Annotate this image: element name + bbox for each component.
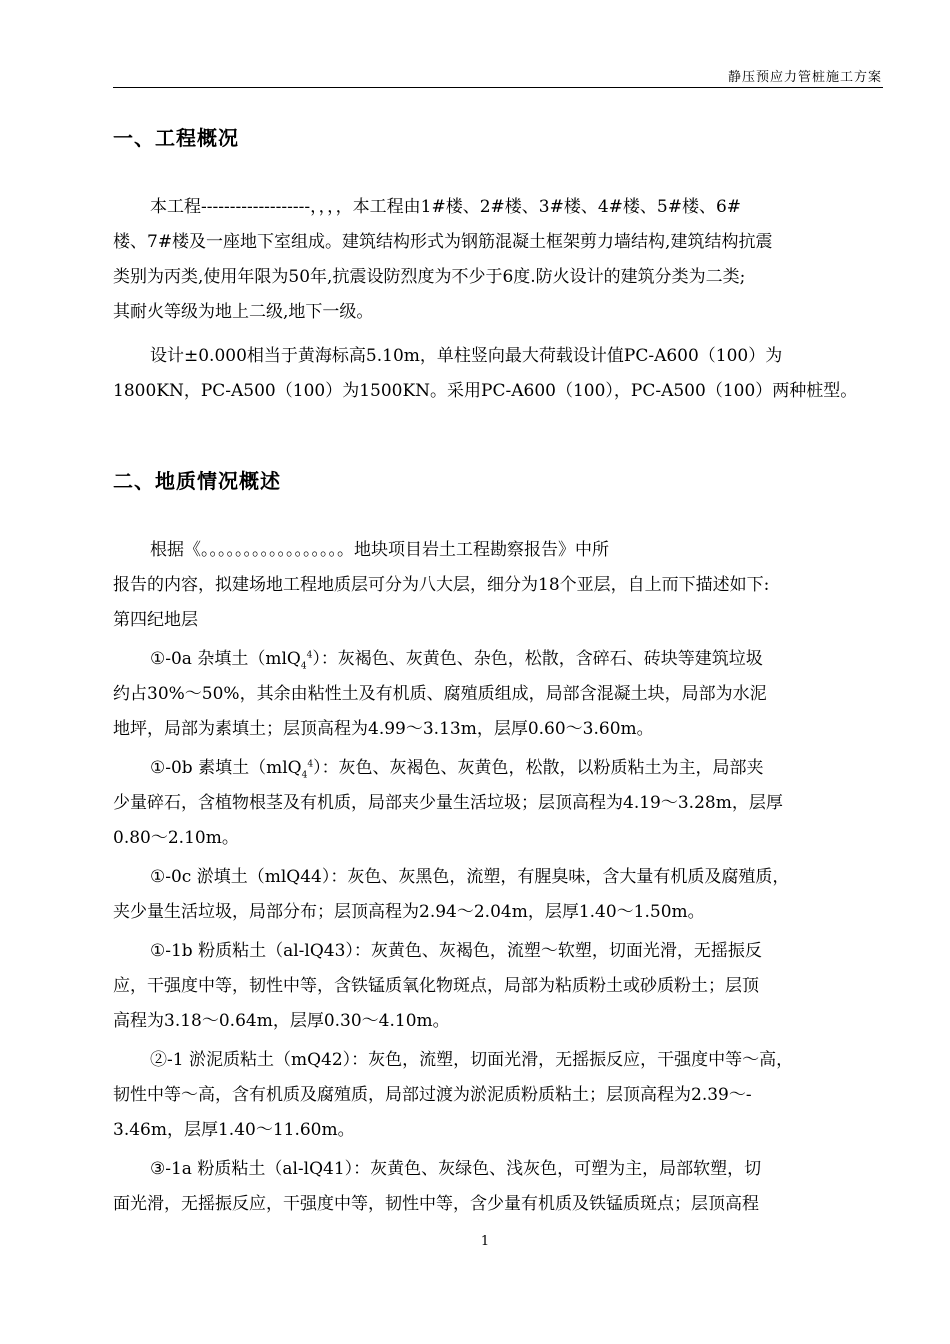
layer-0a-superscript: 4: [306, 650, 313, 661]
close-paren: ）: [312, 649, 321, 669]
layer-0a-desc: ：灰褐色、灰黄色、杂色，松散，含碎石、砖块等建筑垃圾: [320, 649, 763, 669]
paragraph-line: 报告的内容，拟建场地工程地质层可分为八大层，细分为18个亚层，自上而下描述如下:: [113, 575, 770, 595]
paragraph-line: 应，干强度中等，韧性中等，含铁锰质氧化物斑点，局部为粘质粉土或砂质粉土；层顶: [113, 976, 759, 996]
paragraph-line: 1800KN，PC-A500（100）为1500KN。采用PC-A600（100），PC-A500（100）两种桩型。: [113, 381, 858, 401]
paragraph-line: ③-1a 粉质粘土（al-lQ41）：灰黄色、灰绿色、浅灰色，可塑为主，局部软塑，切: [150, 1159, 762, 1179]
section-heading-geology: 二、地质情况概述: [113, 469, 281, 493]
paragraph-line: 楼、7#楼及一座地下室组成。建筑结构形式为钢筋混凝土框架剪力墙结构,建筑结构抗震: [113, 232, 773, 252]
paragraph-line: 少量碎石，含植物根茎及有机质，局部夹少量生活垃圾；层顶高程为4.19～3.28m，层厚: [113, 793, 783, 813]
layer-0b-desc: ：灰色、灰褐色、灰黄色，松散，以粉质粘土为主，局部夹: [321, 758, 764, 778]
layer-0b-subscript: 4: [301, 770, 308, 781]
paragraph-line: 地坪，局部为素填土；层顶高程为4.99～3.13m，层厚0.60～3.60m。: [113, 719, 654, 739]
close-paren: ）: [313, 758, 322, 778]
page-number: 1: [480, 1234, 490, 1249]
paragraph-line: 0.80～2.10m。: [113, 828, 239, 848]
paragraph-line: ②-1 淤泥质粘土（mQ42）：灰色，流塑，切面光滑，无摇振反应，干强度中等～高，: [150, 1050, 794, 1070]
paragraph-line: 约占30%～50%，其余由粘性土及有机质、腐殖质组成，局部含混凝土块，局部为水泥: [113, 684, 767, 704]
paragraph-line: 面光滑，无摇振反应，干强度中等，韧性中等，含少量有机质及铁锰质斑点；层顶高程: [113, 1194, 759, 1214]
paragraph-line: 3.46m，层厚1.40～11.60m。: [113, 1120, 355, 1140]
paragraph-line: 设计±0.000相当于黄海标高5.10m，单柱竖向最大荷载设计值PC-A600（100）为: [150, 346, 783, 366]
paragraph-line: 本工程-------------------，，，，本工程由1#楼、2#楼、3#楼、4#楼、5#楼、6#: [150, 197, 741, 217]
paragraph-line: ①-0c 淤填土（mlQ44）：灰色、灰黑色，流塑，有腥臭味，含大量有机质及腐殖质，: [150, 867, 790, 887]
layer-0a-subscript: 4: [300, 661, 307, 672]
paragraph-line: 高程为3.18～0.64m，层厚0.30～4.10m。: [113, 1011, 450, 1031]
layer-0b-superscript: 4: [307, 759, 314, 770]
paragraph-line: 第四纪地层: [113, 610, 198, 630]
paragraph-line: 根据《。。。。。。。。。。。。。。。。。地块项目岩土工程勘察报告》中所: [150, 540, 609, 560]
header-title: 静压预应力管桩施工方案: [727, 70, 882, 85]
paragraph-line: 韧性中等～高，含有机质及腐殖质，局部过渡为淤泥质粉质粘土；层顶高程为2.39～-: [113, 1085, 752, 1105]
layer-0b-label: ①-0b 素填土（mlQ: [150, 758, 302, 778]
paragraph-line: ①-1b 粉质粘土（al-lQ43）：灰黄色、灰褐色，流塑～软塑，切面光滑，无摇振反: [150, 941, 762, 961]
paragraph-line: 其耐火等级为地上二级,地下一级。: [113, 302, 374, 322]
layer-0a-line: [150, 649, 763, 672]
paragraph-line: 夹少量生活垃圾，局部分布；层顶高程为2.94～2.04m，层厚1.40～1.50m。: [113, 902, 705, 922]
header-divider: [113, 87, 883, 88]
layer-0b-line: [150, 758, 764, 781]
paragraph-line: 类别为丙类,使用年限为50年,抗震设防烈度为不少于6度.防火设计的建筑分类为二类;: [113, 267, 746, 287]
layer-0a-label: ①-0a 杂填土（mlQ: [150, 649, 301, 669]
section-heading-overview: 一、工程概况: [113, 126, 239, 150]
